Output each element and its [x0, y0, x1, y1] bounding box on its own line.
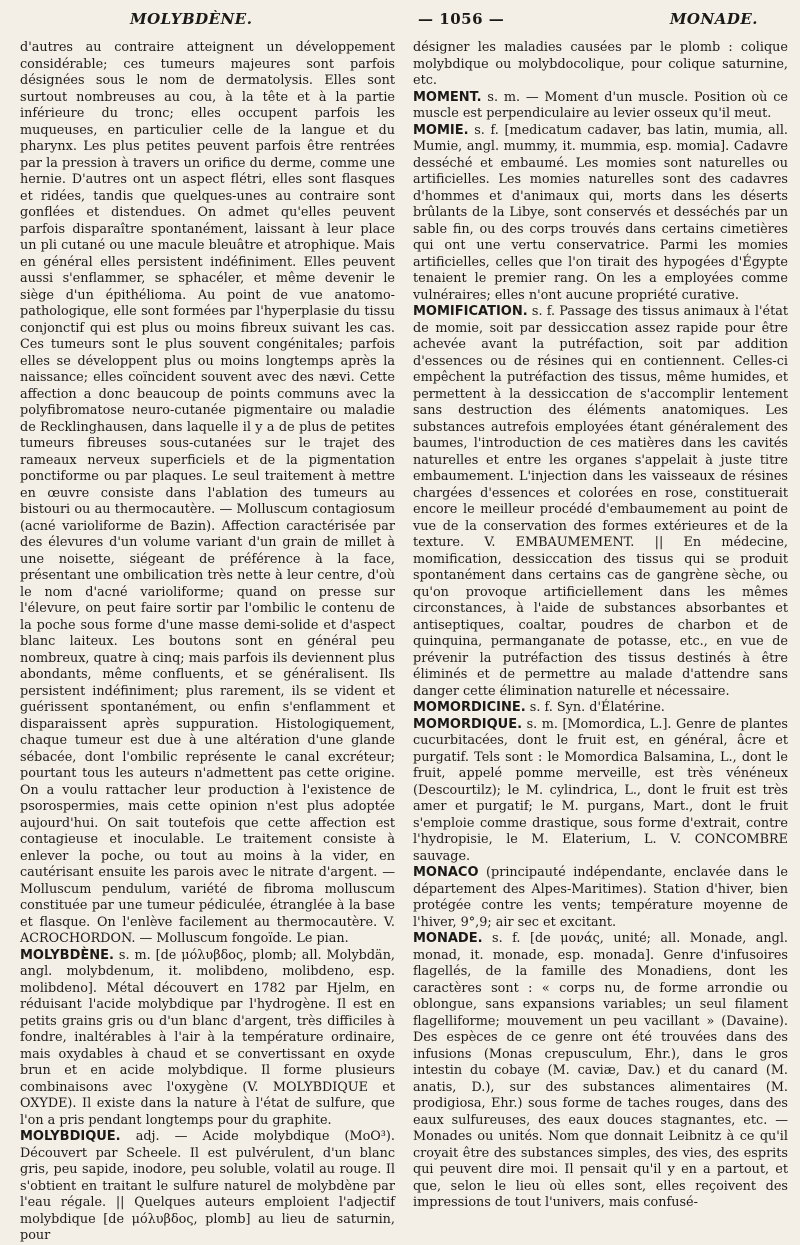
- entry-text: désigner les maladies causées par le plomb : colique molybdique ou molybdocolique, pour colique saturnine, etc.: [413, 40, 788, 88]
- entry-text: s. f. [de μονάς, unité; all. Monade, angl. monad, it. monade, esp. monada]. Genre d'infusoires flagellés, de la famille des Monadiens, dont les caractères sont : « corps nu, de forme arrondie ou oblongue, sans expansions variables; un seul filament flagelliforme; mouvement un peu vacillant » (Davaine). Des espèces de ce genre ont été trouvées dans des infusions (Monas crepusculum, Ehr.), dans le gros intestin du cobaye (M. caviæ, Dav.) et du canard (M. anatis, D.), sur des substances alimentaires (M. prodigiosa, Ehr.) sous forme de taches rouges, dans des eaux sulfureuses, des eaux douces stagnantes, etc. — Monades ou unités. Nom que donnait Leibnitz à ce qu'il croyait être des substances simples, des vies, des esprits qui peuvent dire moi. Il pensait qu'il y en a partout, et que, selon le lieu où elles sont, elles reçoivent des impressions de tout l'univers, mais confusé-: [413, 931, 788, 1210]
- left-column: [20, 40, 395, 1245]
- entry-headword: MOMORDIQUE.: [413, 716, 523, 732]
- entry-paragraph: [413, 304, 788, 700]
- entry-paragraph: [20, 40, 395, 948]
- two-column-body: [20, 40, 788, 1245]
- entry-paragraph: [413, 865, 788, 931]
- entry-headword: MOMIFICATION.: [413, 304, 528, 319]
- entry-text: s. f. Passage des tissus animaux à l'état de momie, soit par dessiccation assez rapide pour être achevée avant la putréfaction, soit par addition d'essences ou de résines qui en contiennent. Celles-ci empêchent la putréfaction des tissus, même humides, et permettent à la dessiccation de s'accomplir lentement sans destruction des éléments anatomiques. Les substances autrefois employées étant généralement des baumes, l'introduction de ces matières dans les cavités naturelles et entre les organes s'appelait à juste titre embaumement. L'injection dans les vaisseaux de résines chargées d'essences et colorées en rose, constituerait encore le meilleur procédé d'embaumement au point de vue de la conservation des formes extérieures et de la texture. V. EMBAUMEMENT. || En médecine, momification, dessiccation des tissus qui se produit spontanément dans certains cas de gangrène sèche, ou qu'on provoque artificiellement dans les mêmes circonstances, à l'aide de substances absorbantes et antiseptiques, coaltar, poudres de charbon et de quinquina, permanganate de potasse, etc., en vue de prévenir la putréfaction des tissus destinés à être éliminés et de permettre au malade d'attendre sans danger cette élimination naturelle et nécessaire.: [413, 304, 788, 699]
- entry-headword: MONACO: [413, 865, 479, 880]
- entry-paragraph: [413, 90, 788, 123]
- entry-paragraph: [413, 123, 788, 305]
- header-left-word: MOLYBDÈNE.: [130, 10, 253, 28]
- entry-paragraph: [413, 40, 788, 90]
- right-column: [413, 40, 788, 1245]
- entry-headword: MOMIE.: [413, 122, 469, 138]
- entry-headword: MONADE.: [413, 931, 483, 946]
- entry-paragraph: [20, 1129, 395, 1245]
- entry-paragraph: [413, 931, 788, 1212]
- entry-text: s. f. [medicatum cadaver, bas latin, mumia, all. Mumie, angl. mummy, it. mummia, esp. momia]. Cadavre desséché et embaumé. Les momies sont naturelles ou artificielles. Les momies naturelles sont des cadavres d'hommes et d'animaux qui, morts dans les déserts brûlants de la Libye, sont conservés et desséchés par un sable fin, ou des corps trouvés dans certains cimetières qui ont une vertu conservatrice. Parmi les momies artificielles, celles que l'on tirait des hypogées d'Égypte tenaient le premier rang. On les a employées comme vulnéraires; elles n'ont aucune propriété curative.: [413, 122, 788, 303]
- entry-headword: MOLYBDÈNE.: [20, 947, 114, 963]
- entry-headword: MOMORDICINE.: [413, 700, 526, 715]
- entry-paragraph: [20, 948, 395, 1130]
- entry-paragraph: [413, 700, 788, 717]
- header-right-word: MONADE.: [669, 10, 758, 28]
- page-number: — 1056 —: [418, 10, 505, 28]
- entry-text: d'autres au contraire atteignent un développement considérable; ces tumeurs majeures sont parfois désignées sous le nom de dermatolysis. Elles sont surtout nombreuses au cou, à la tête et à la partie inférieure du tronc; elles occupent parfois les muqueuses, en particulier celle de la langue et du pharynx. Les plus petites peuvent parfois être rentrées par la pression à travers un orifice du derme, comme une hernie. D'autres ont un aspect flétri, elles sont flasques et ridées, tandis que quelques-unes au contraire sont gonflées et distendues. On admet qu'elles peuvent parfois disparaître spontanément, laissant à leur place un pli cutané ou une macule bleuâtre et atrophique. Mais en général elles persistent indéfiniment. Elles peuvent aussi s'enflammer, se sphacéler, et même devenir le siège d'un épithélioma. Au point de vue anatomo-pathologique, elle sont formées par l'hyperplasie du tissu conjonctif qui est plus ou moins fibreux suivant les cas. Ces tumeurs sont le plus souvent congénitales; parfois elles se développent plus ou moins longtemps après la naissance; elles coïncident souvent avec des nævi. Cette affection a donc beaucoup de points communs avec la polyfibromatose neuro-cutanée pigmentaire ou maladie de Recklinghausen, dans laquelle il y a de plus de petites tumeurs fibreuses sous-cutanées sur le trajet des rameaux nerveux superficiels et de la pigmentation ponctiforme ou par plaques. Le seul traitement à mettre en œuvre consiste dans l'ablation des tumeurs au bistouri ou au thermocautère. — Molluscum contagiosum (acné varioliforme de Bazin). Affection caractérisée par des élevures d'un volume variant d'un grain de millet à une noisette, siégeant de préférence à la face, présentant une ombilication très nette à leur centre, d'où le nom d'acné varioliforme; quand on presse sur l'élevure, on peut faire sortir par l'ombilic le contenu de la poche sous forme d'une masse demi-solide et d'aspect blanc laiteux. Les boutons sont en général peu nombreux, quatre à cinq; mais parfois ils deviennent plus abondants, même confluents, et se généralisent. Ils persistent indéfiniment; plus rarement, ils se vident et guérissent spontanément, ou enfin s'enflamment et disparaissent après suppuration. Histologiquement, chaque tumeur est due à une altération d'une glande sébacée, dont l'ombilic représente le canal excréteur; pourtant tous les auteurs n'admettent pas cette origine. On a voulu rattacher leur production à l'existence de psorospermies, mais cette opinion n'est plus adoptée aujourd'hui. On sait toutefois que cette affection est contagieuse et inoculable. Le traitement consiste à enlever la poche, ou tout au moins à la vider, en cautérisant ensuite les parois avec le nitrate d'argent. — Molluscum pendulum, variété de fibroma molluscum constituée par une tumeur pédiculée, étranglée à la base et flasque. On l'enlève facilement au thermocautère. V. ACROCHORDON. — Molluscum fongoïde. Le pian.: [20, 40, 395, 946]
- entry-text: s. m. — Moment d'un muscle. Position où ce muscle est perpendiculaire au levier osseux qu'il meut.: [413, 89, 788, 121]
- entry-paragraph: [413, 717, 788, 866]
- entry-headword: MOLYBDIQUE.: [20, 1129, 121, 1144]
- entry-text: s. m. [de μόλυβδος, plomb; all. Molybdän, angl. molybdenum, it. molibdeno, molibdeno, esp. molibdeno]. Métal découvert en 1782 par Hjelm, en réduisant l'acide molybdique par l'hydrogène. Il est en petits grains gris ou d'un blanc d'argent, très difficiles à fondre, inaltérables à l'air à la température ordinaire, mais oxydables à chaud et se convertissant en oxyde brun et en acide molybdique. Il forme plusieurs combinaisons avec l'oxygène (V. MOLYBDIQUE et OXYDE). Il existe dans la nature à l'état de sulfure, que l'on a pris pendant longtemps pour du graphite.: [20, 947, 395, 1128]
- entry-text: s. m. [Momordica, L.]. Genre de plantes cucurbitacées, dont le fruit est, en général, âcre et purgatif. Tels sont : le Momordica Balsamina, L., dont le fruit, appelé pomme merveille, est très vénéneux (Descourtilz); le M. cylindrica, L., dont le fruit est très amer et purgatif; le M. purgans, Mart., dont le fruit s'emploie comme drastique, sous forme d'extrait, contre l'hydropisie, le M. Elaterium, L. V. CONCOMBRE sauvage.: [413, 716, 788, 864]
- entry-text: s. f. Syn. d'Élatérine.: [525, 700, 665, 715]
- entry-text: (principauté indépendante, enclavée dans le département des Alpes-Maritimes). Station d'hiver, bien protégée contre les vents; température moyenne de l'hiver, 9°,9; air sec et excitant.: [413, 865, 788, 930]
- entry-headword: MOMENT.: [413, 89, 482, 105]
- running-header: [20, 10, 788, 40]
- entry-text: adj. — Acide molybdique (MoO³). Découvert par Scheele. Il est pulvérulent, d'un blanc gris, peu sapide, inodore, peu soluble, volatil au rouge. Il s'obtient en traitant le sulfure naturel de molybdène par l'eau régale. || Quelques auteurs emploient l'adjectif molybdique [de μόλυβδος, plomb] au lieu de saturnin, pour: [20, 1129, 395, 1243]
